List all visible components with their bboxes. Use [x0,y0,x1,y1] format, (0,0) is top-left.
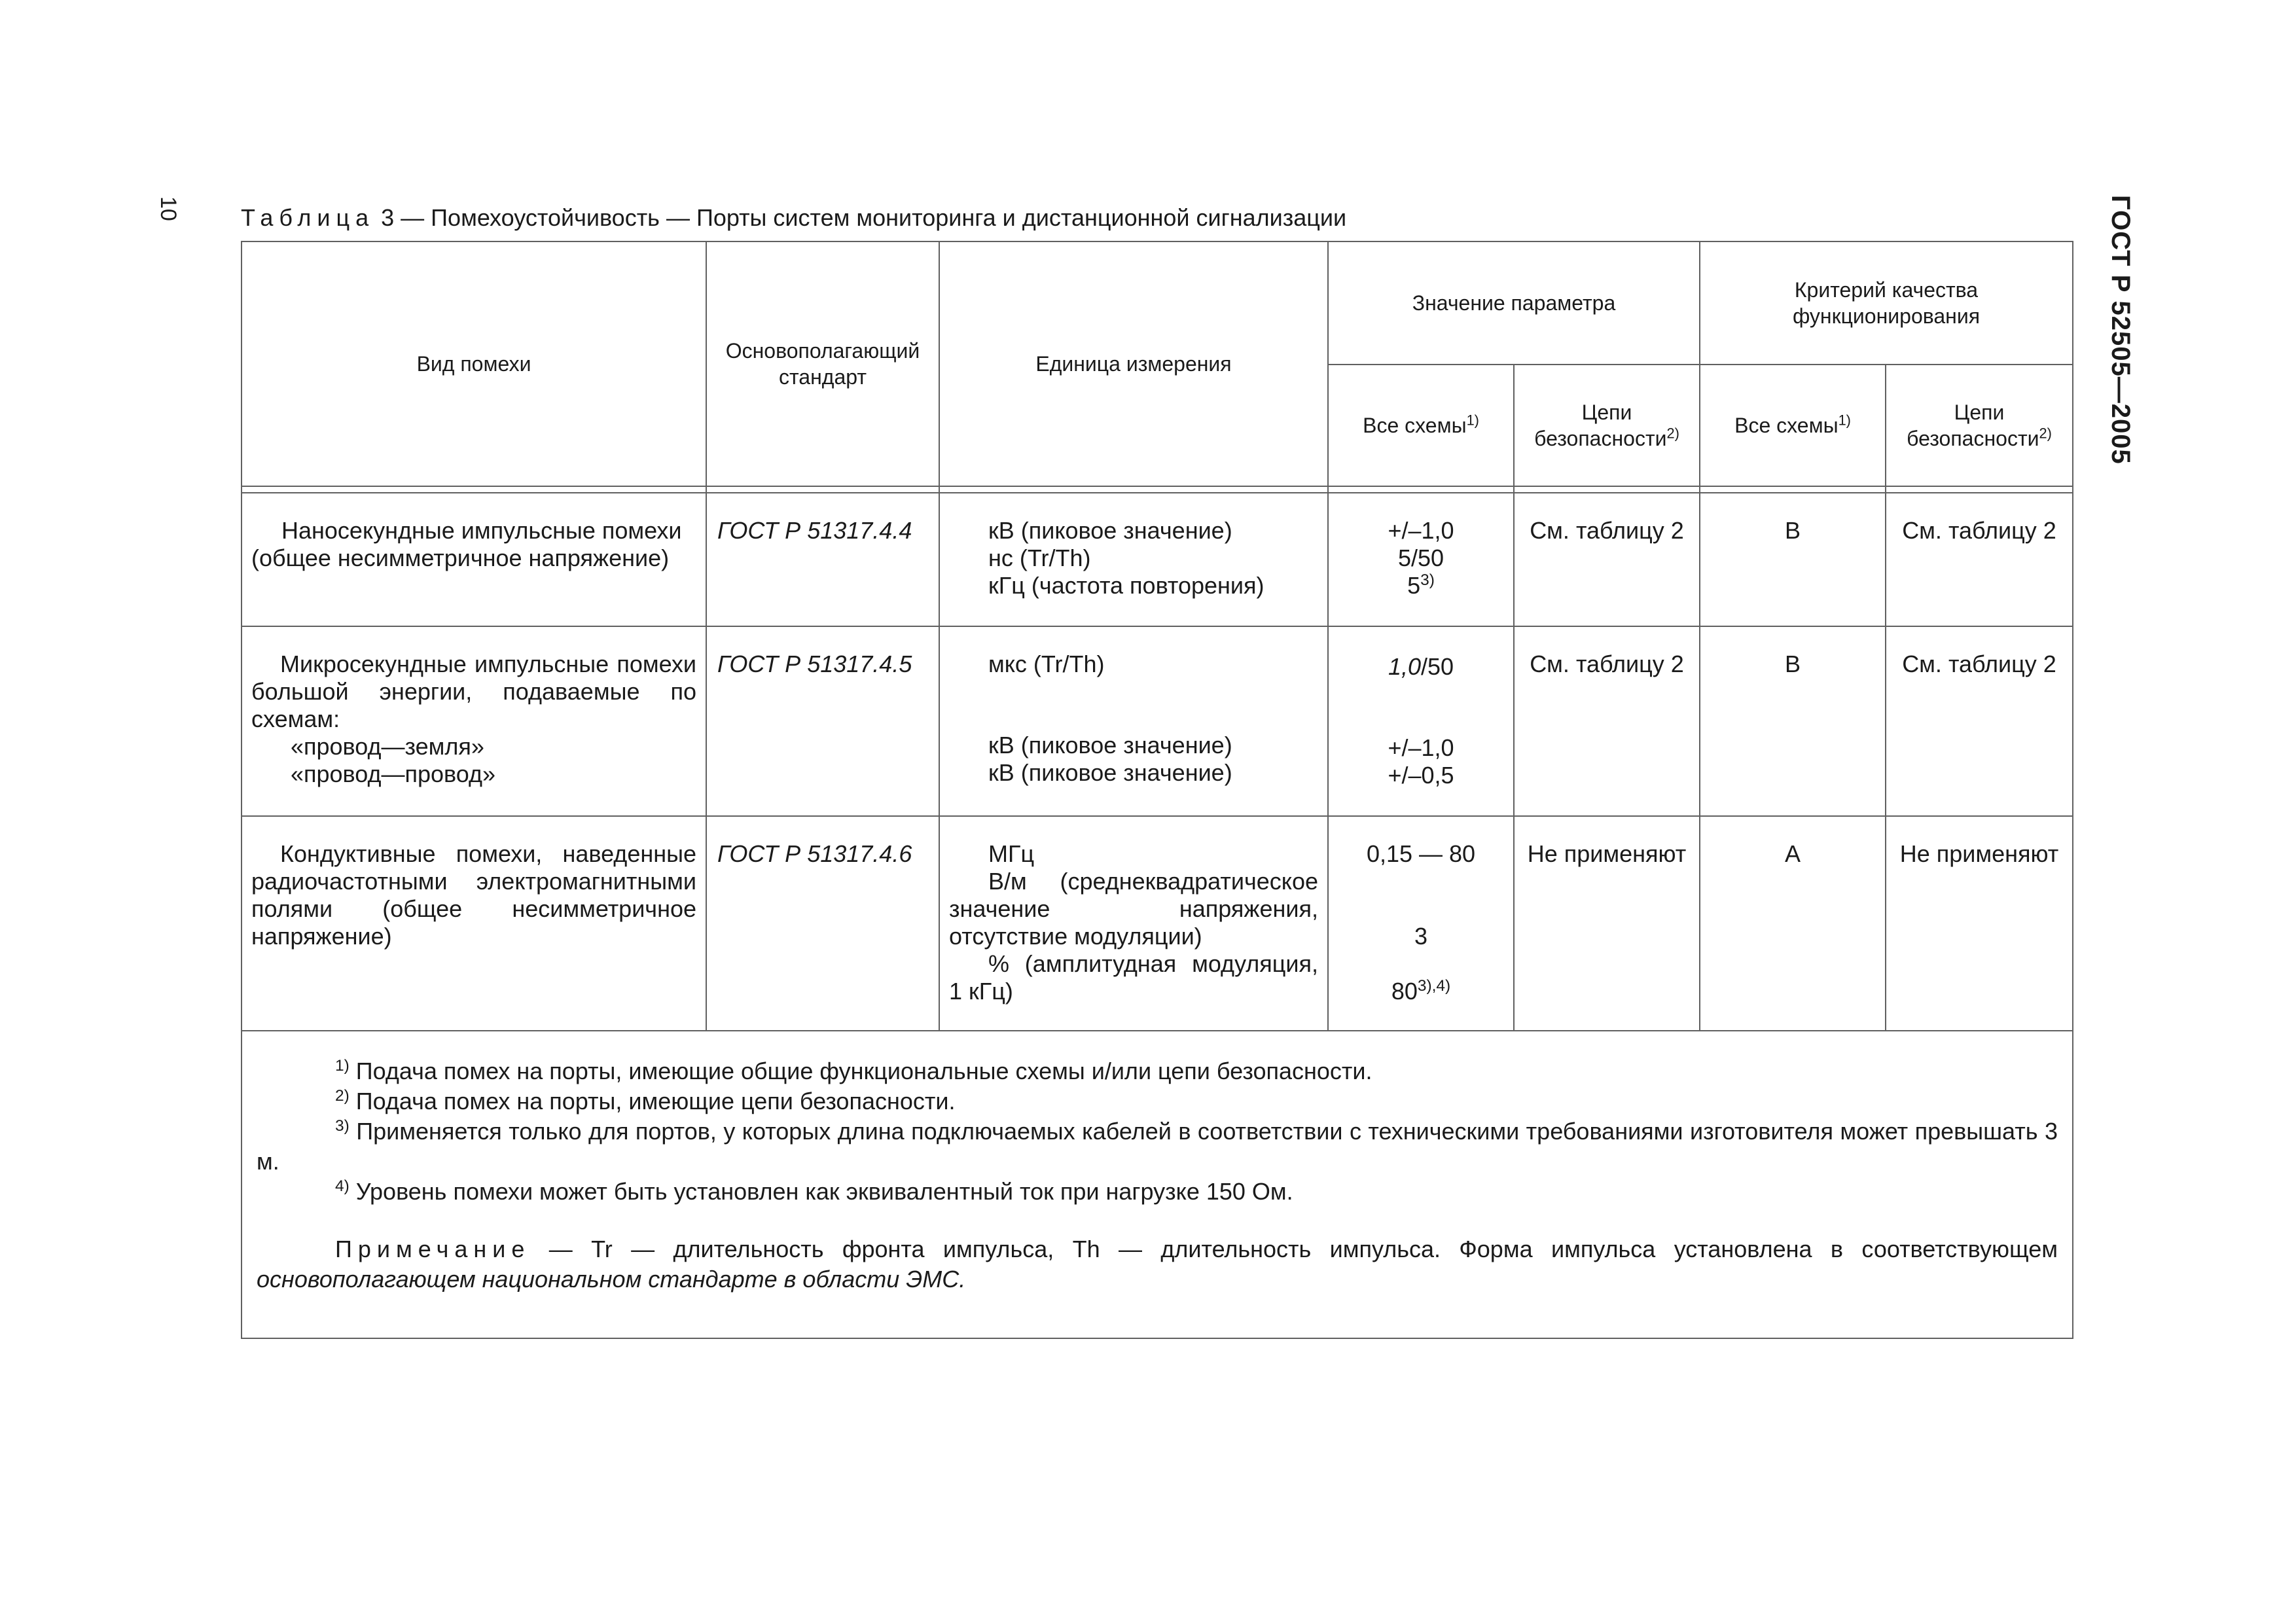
row3-vid: Кондуктивные помехи, наведенные радиочастотными электромагнитными полями (общее несимметричное напряжение) [242,816,706,1031]
header-safety-2: Цепи безопасности$^{2)}$ [1886,365,2073,486]
row2-criterion-safety: См. таблицу 2 [1886,626,2073,816]
table-row [242,626,2073,816]
row1-standard: ГОСТ Р 51317.4.4 [706,493,939,626]
row3-standard: ГОСТ Р 51317.4.6 [706,816,939,1031]
row3-values: 0,15 — 80 3 $80^{3),4)}$ [1328,816,1514,1031]
header-all-schemes: Все схемы$^{1)}$ [1328,365,1514,486]
table-title-word: Таблица [241,204,375,231]
row2-units: мкс (Tr/Th) кВ (пиковое значение) кВ (пиковое значение) [939,626,1328,816]
row1-criterion-all: В [1700,493,1886,626]
table-row [242,816,2073,1031]
row2-criterion-all: В [1700,626,1886,816]
notes-row [242,1031,2073,1338]
row1-units: кВ (пиковое значение) нс (Tr/Th) кГц (частота повторения) [939,493,1328,626]
header-vid: Вид помехи [242,241,706,486]
note: Примечание — Tr — длительность фронта импульса, Th — длительность импульса. Форма импульса установлена в соответствующем основополагающем национальном стандарте в области ЭМС. [257,1236,2058,1293]
row2-safety: См. таблицу 2 [1514,626,1700,816]
document-code: ГОСТ Р 52505—2005 [2106,195,2135,465]
row2-standard: ГОСТ Р 51317.4.5 [706,626,939,816]
header-standard: Основополагающий стандарт [706,241,939,486]
table-title [241,204,1346,232]
row1-safety: См. таблицу 2 [1514,493,1700,626]
row1-criterion-safety: См. таблицу 2 [1886,493,2073,626]
row1-values: +/–1,0 5/50 5$^{3)}$ [1328,493,1514,626]
row3-units: МГц В/м (среднеквадратическое значение напряжения, отсутствие модуляции) % (амплитудная модуляция, 1 кГц) [939,816,1328,1031]
header-safety: Цепи безопасности$^{2)}$ [1514,365,1700,486]
footnote-2: $^{2)}$ Подача помех на порты, имеющие цепи безопасности. [335,1087,956,1115]
header-criterion: Критерий качества функционирования [1700,241,2073,365]
header-param-value: Значение параметра [1328,241,1700,365]
footnote-4: $^{4)}$ Уровень помехи может быть установлен как эквивалентный ток при нагрузке 150 Ом. [335,1177,1293,1205]
table-title-rest: 3 — Помехоустойчивость — Порты систем мониторинга и дистанционной сигнализации [374,204,1347,231]
row1-vid: Наносекундные импульсные помехи (общее несимметричное напряжение) [242,493,706,626]
notes-cell [242,1031,2073,1338]
table-row [242,493,2073,626]
immunity-table [241,241,2073,1339]
header-all-schemes-2: Все схемы$^{1)}$ [1700,365,1886,486]
footnote-1: $^{1)}$ Подача помех на порты, имеющие общие функциональные схемы и/или цепи безопасности. [335,1057,1372,1084]
row3-safety: Не применяют [1514,816,1700,1031]
page-number: 10 [156,196,181,221]
row3-criterion-all: А [1700,816,1886,1031]
footnote-3: $^{3)}$ Применяется только для портов, у которых длина подключаемых кабелей в соответствии с техническими требованиями изготовителя может превышать 3 м. [257,1117,2058,1175]
row2-values: 1,0/50 +/–1,0 +/–0,5 [1328,626,1514,816]
row2-vid: Микросекундные импульсные помехи большой энергии, подаваемые по схемам: «провод—земля» «провод—провод» [242,626,706,816]
row3-criterion-safety: Не применяют [1886,816,2073,1031]
header-unit: Единица измерения [939,241,1328,486]
header-separator [242,486,2073,493]
